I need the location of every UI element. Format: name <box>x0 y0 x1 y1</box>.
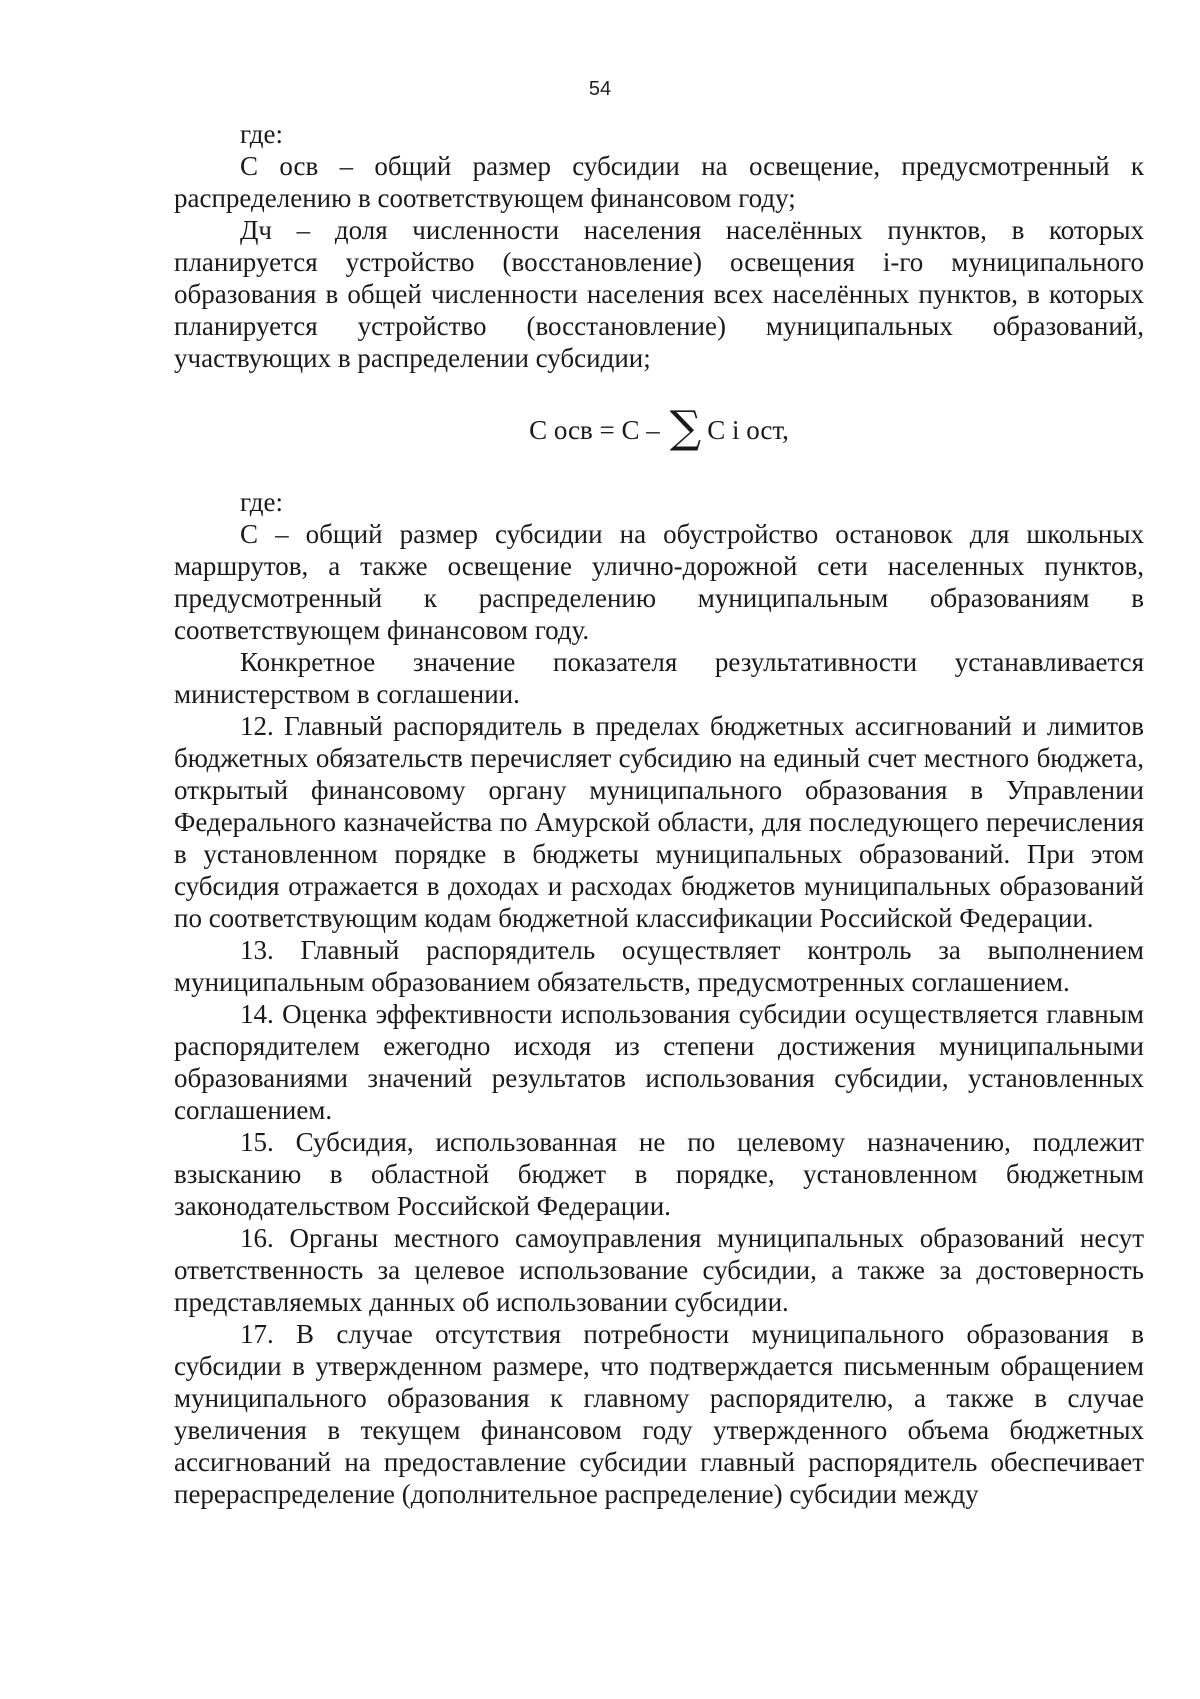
item-16: 16. Органы местного самоуправления муниципальных образований несут ответственность за целевое использование субсидии, а также за достоверность представляемых данных об использовании субсидии. <box>174 1223 1144 1317</box>
item-17: 17. В случае отсутствия потребности муниципального образования в субсидии в утвержденном размере, что подтверждается письменным обращением муниципального образования к главному распорядителю, а также в случае увеличения в текущем финансовом году утвержденного объема бюджетных ассигнований на предоставление субсидии главный распорядитель обеспечивает перераспределение (дополнительное распределение) субсидии между <box>174 1319 1144 1509</box>
item-13: 13. Главный распорядитель осуществляет контроль за выполнением муниципальным образованием обязательств, предусмотренных соглашением. <box>174 935 1144 997</box>
where-label-2: где: <box>240 487 283 517</box>
formula-right: С i ост, <box>707 415 789 445</box>
sigma-symbol: ∑ <box>669 402 702 453</box>
item-15: 15. Субсидия, использованная не по целевому назначению, подлежит взысканию в областной бюджет в порядке, установленном бюджетным законодательством Российской Федерации. <box>174 1127 1144 1221</box>
definition-dch: Дч – доля численности населения населённых пунктов, в которых планируется устройство (восстановление) освещения i-го муниципального образования в общей численности населения всех населённых пунктов, в которых планируется устройство (восстановление) муниципальных образований, участвующих в распределении субсидии; <box>174 215 1144 373</box>
item-12: 12. Главный распорядитель в пределах бюджетных ассигнований и лимитов бюджетных обязательств перечисляет субсидию на единый счет местного бюджета, открытый финансовому органу муниципального образования в Управлении Федерального казначейства по Амурской области, для последующего перечисления в установленном порядке в бюджеты муниципальных образований. При этом субсидия отражается в доходах и расходах бюджетов муниципальных образований по соответствующим кодам бюджетной классификации Российской Федерации. <box>174 711 1144 933</box>
formula <box>174 404 1144 456</box>
result-indicator-paragraph: Конкретное значение показателя результативности устанавливается министерством в соглашении. <box>174 647 1144 709</box>
document-body <box>174 118 1144 1510</box>
where-label: где: <box>240 119 283 149</box>
definition-c: С – общий размер субсидии на обустройство остановок для школьных маршрутов, а также освещение улично-дорожной сети населенных пунктов, предусмотренный к распределению муниципальным образованиям в соответствующем финансовом году. <box>174 519 1144 645</box>
item-14: 14. Оценка эффективности использования субсидии осуществляется главным распорядителем ежегодно исходя из степени достижения муниципальными образованиями значений результатов использования субсидии, установленных соглашением. <box>174 999 1144 1125</box>
formula-left: С осв = С – <box>529 415 660 445</box>
page-number: 54 <box>588 78 612 100</box>
definition-c-osv: С осв – общий размер субсидии на освещение, предусмотренный к распределению в соответствующем финансовом году; <box>174 151 1144 213</box>
